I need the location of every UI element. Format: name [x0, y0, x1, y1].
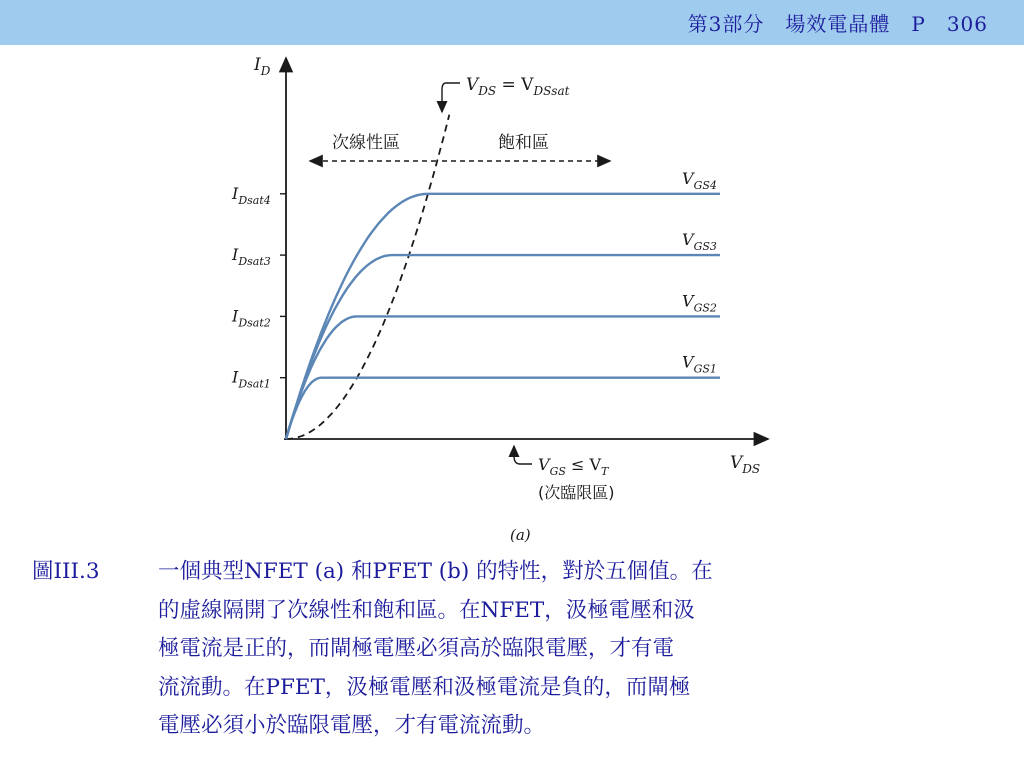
series-label-v-gs3: $V_{GS3}$ — [682, 230, 717, 254]
y-axis-label: $I_D$ — [254, 55, 271, 78]
boundary-arrow — [442, 83, 460, 112]
caption-line: 的虛線隔開了次線性和飽和區。在NFET，汲極電壓和汲 — [158, 597, 695, 623]
caption-body — [158, 553, 1003, 746]
y-tick-label: $I_{Dsat1}$ — [232, 367, 271, 391]
saturation-boundary-curve — [286, 115, 449, 439]
nfet-characteristic-figure — [198, 50, 782, 545]
header-title: 第3部分 場效電晶體 P 306 — [687, 12, 988, 36]
cutoff-label: $V_{GS} \le V_T$ — [538, 455, 609, 478]
caption-line: 流流動。在PFET，汲極電壓和汲極電流是負的，而閘極 — [158, 674, 691, 700]
cutoff-arrow — [514, 446, 532, 464]
boundary-label: $V_{DS} = V_{DSsat}$ — [466, 75, 570, 98]
caption-line: 電壓必須小於臨限電壓，才有電流流動。 — [158, 713, 546, 738]
panel-label: (a) — [510, 526, 531, 544]
header-bar — [0, 0, 1024, 45]
series-label-v-gs4: $V_{GS4}$ — [682, 168, 717, 192]
caption-line: 極電流是正的，而閘極電壓必須高於臨限電壓，才有電 — [158, 636, 675, 661]
series-label-v-gs1: $V_{GS1}$ — [682, 352, 717, 376]
series-label-v-gs2: $V_{GS2}$ — [682, 291, 717, 315]
y-tick-label: $I_{Dsat2}$ — [232, 306, 271, 330]
y-tick-label: $I_{Dsat3}$ — [232, 245, 271, 269]
caption-line: 一個典型NFET (a) 和PFET (b) 的特性，對於五個值。在 — [158, 559, 713, 584]
region-right-label: 飽和區 — [498, 133, 549, 153]
curve-v-gs3 — [286, 255, 720, 439]
x-axis-label: $V_{DS}$ — [730, 453, 761, 476]
cutoff-region-label: (次臨限區) — [538, 483, 615, 502]
iv-characteristic-chart — [198, 50, 782, 545]
caption-label: 圖III.3 — [32, 559, 100, 584]
region-left-label: 次線性區 — [332, 133, 400, 153]
y-tick-label: $I_{Dsat4}$ — [232, 183, 271, 207]
